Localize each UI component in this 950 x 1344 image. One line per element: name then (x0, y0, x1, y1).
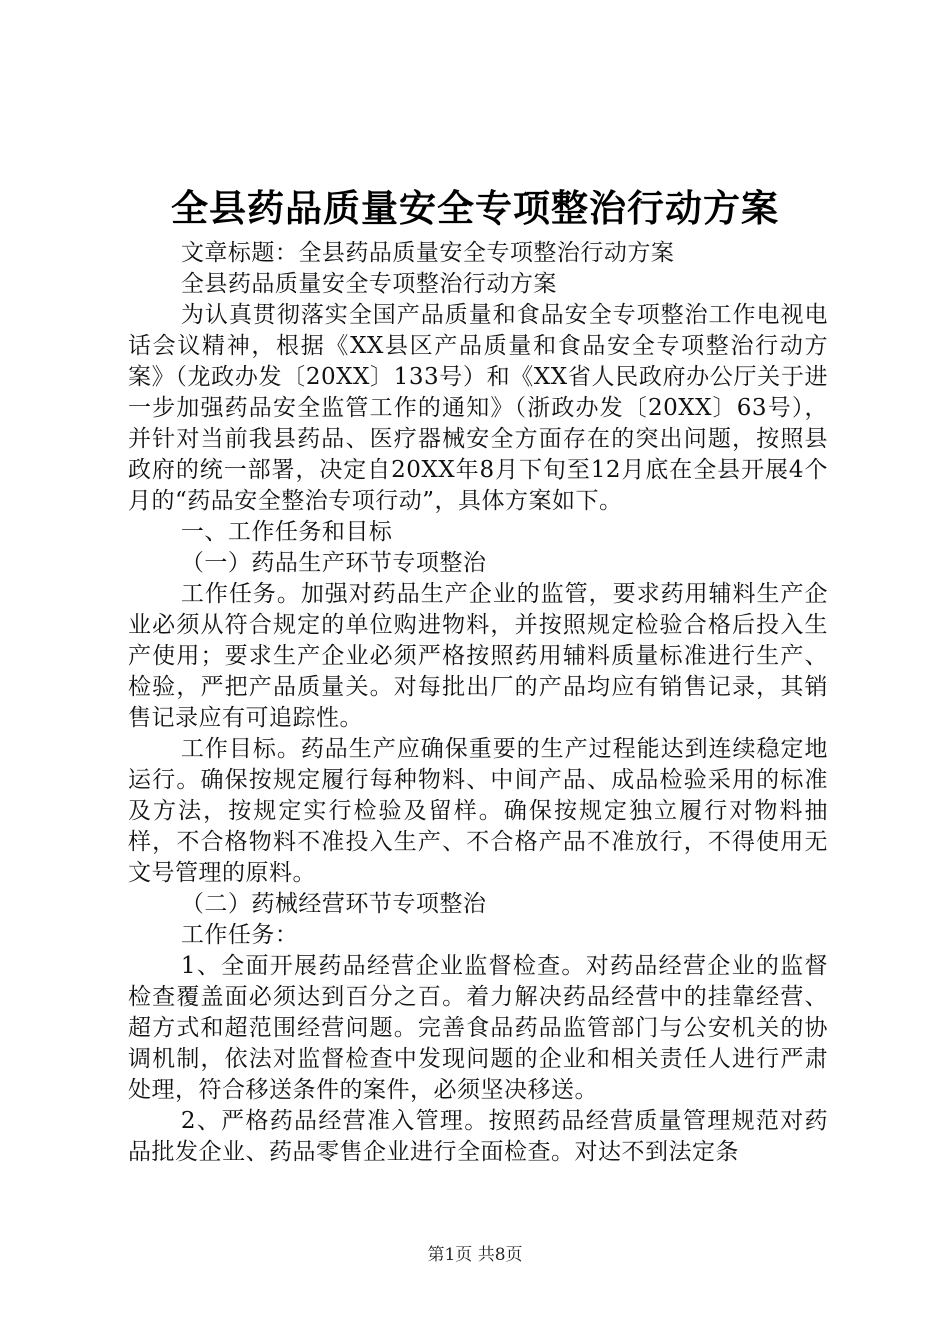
document-title: 全县药品质量安全专项整治行动方案 (171, 187, 779, 230)
subsection-heading: （二）药械经营环节专项整治 (180, 891, 487, 917)
goal-paragraph: 工作目标。药品生产应确保重要的生产过程能达到连续稳定地运行。确保按规定履行每种物料、中间产品、成品检验采用的标准及方法，按规定实行检验及留样。确保按规定独立履行对物料抽样，不合格物料不准投入生产、不合格产品不准放行，不得使用无文号管理的原料。 (128, 736, 828, 886)
section-heading: 一、工作任务和目标 (180, 519, 393, 545)
task-label: 工作任务： (180, 922, 299, 948)
list-item-paragraph: 2、严格药品经营准入管理。按照药品经营质量管理规范对药品批发企业、药品零售企业进行全面检查。对达不到法定条 (128, 1108, 828, 1165)
list-item-paragraph: 1、全面开展药品经营企业监督检查。对药品经营企业的监督检查覆盖面必须达到百分之百。着力解决药品经营中的挂靠经营、超方式和超范围经营问题。完善食品药品监管部门与公安机关的协调机制，依法对监督检查中发现问题的企业和相关责任人进行严肃处理，符合移送条件的案件，必须坚决移送。 (128, 953, 828, 1103)
document-body (128, 238, 828, 1168)
task-paragraph: 工作任务。加强对药品生产企业的监管，要求药用辅料生产企业必须从符合规定的单位购进物料，并按照规定检验合格后投入生产使用；要求生产企业必须严格按照药用辅料质量标准进行生产、检验，严把产品质量关。对每批出厂的产品均应有销售记录，其销售记录应有可追踪性。 (128, 581, 828, 731)
page-number-footer: 第1页 共8页 (427, 1245, 523, 1265)
subtitle-line: 全县药品质量安全专项整治行动方案 (180, 271, 557, 297)
subsection-heading: （一）药品生产环节专项整治 (180, 550, 487, 576)
article-title-line: 文章标题：全县药品质量安全专项整治行动方案 (180, 240, 675, 266)
intro-paragraph: 为认真贯彻落实全国产品质量和食品安全专项整治工作电视电话会议精神，根据《XX县区产品质量和食品安全专项整治行动方案》（龙政办发〔20XX〕133号）和《XX省人民政府办公厅关于进一步加强药品安全监管工作的通知》（浙政办发〔20XX〕63号），并针对当前我县药品、医疗器械安全方面存在的突出问题，按照县政府的统一部署，决定自20XX年8月下旬至12月底在全县开展4个月的“药品安全整治专项行动”，具体方案如下。 (128, 302, 828, 514)
